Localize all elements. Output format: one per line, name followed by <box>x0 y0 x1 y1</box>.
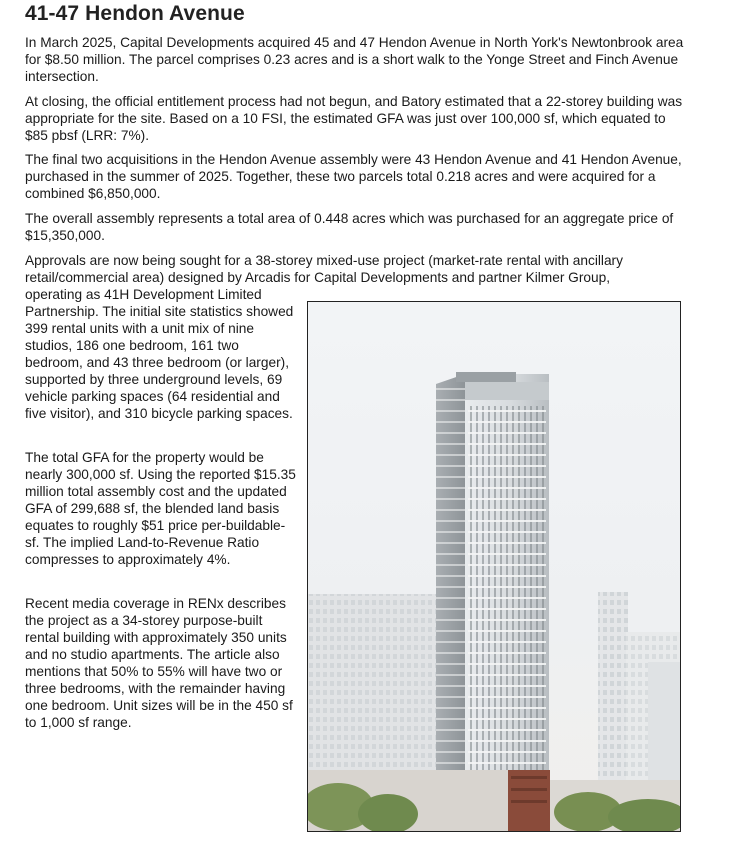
paragraph-assembly-total: The overall assembly represents a total area of 0.448 acres which was purchased for an aggregate price of $15,350,000. <box>25 211 674 243</box>
paragraph-final-acquisitions: The final two acquisitions in the Hendon Avenue assembly were 43 Hendon Avenue and 41 Hendon Avenue, purchased in the summer of 2025. Together, these two parcels total 0.218 acres and were acquired for a combined $6,850,000. <box>25 152 682 201</box>
paragraph-gfa: The total GFA for the property would be nearly 300,000 sf. Using the reported $15.35 million total assembly cost and the updated GFA of 299,688 sf, the blended land basis equates to roughly $51 price per-buildable-sf. The implied Land-to-Revenue Ratio compresses to approximately 4%. <box>25 450 296 567</box>
paragraph-acquisition: In March 2025, Capital Developments acquired 45 and 47 Hendon Avenue in North York's Newtonbrook area for $8.50 million. The parcel comprises 0.23 acres and is a short walk to the Yonge Street and Finch Avenue intersection. <box>25 35 684 84</box>
building-rendering-image <box>307 301 681 832</box>
building-rendering-illustration <box>308 302 680 831</box>
paragraph-approvals-intro: Approvals are now being sought for a 38-storey mixed-use project (market-rate rental with ancillary retail/commercial area) designed by Arcadis for Capital Developments and partner Kilmer Group, <box>25 253 623 285</box>
tower-crown <box>456 372 516 382</box>
paragraph-media-coverage: Recent media coverage in RENx describes the project as a 34-storey purpose-built rental building with approximately 350 units and no studio apartments. The article also mentions that 50% to 55% will have two or three bedrooms, with the remainder having one bedroom. Unit sizes will be in the 450 sf to 1,000 sf range. <box>25 596 293 730</box>
paragraph-site-statistics: operating as 41H Development Limited Partnership. The initial site statistics showed 399 rental units with a unit mix of nine studios, 186 one bedroom, 161 two bedroom, and 43 three bedroom (or larger), supported by three underground levels, 69 vehicle parking spaces (64 residential and five visitor), and 310 bicycle parking spaces. <box>25 287 294 421</box>
page-title: 41-47 Hendon Avenue <box>25 2 245 25</box>
paragraph-entitlement: At closing, the official entitlement process had not begun, and Batory estimated that a 22-storey building was appropriate for the site. Based on a 10 FSI, the estimated GFA was just over 100,000 sf, which equated to $85 pbsf (LRR: 7%). <box>25 94 683 143</box>
